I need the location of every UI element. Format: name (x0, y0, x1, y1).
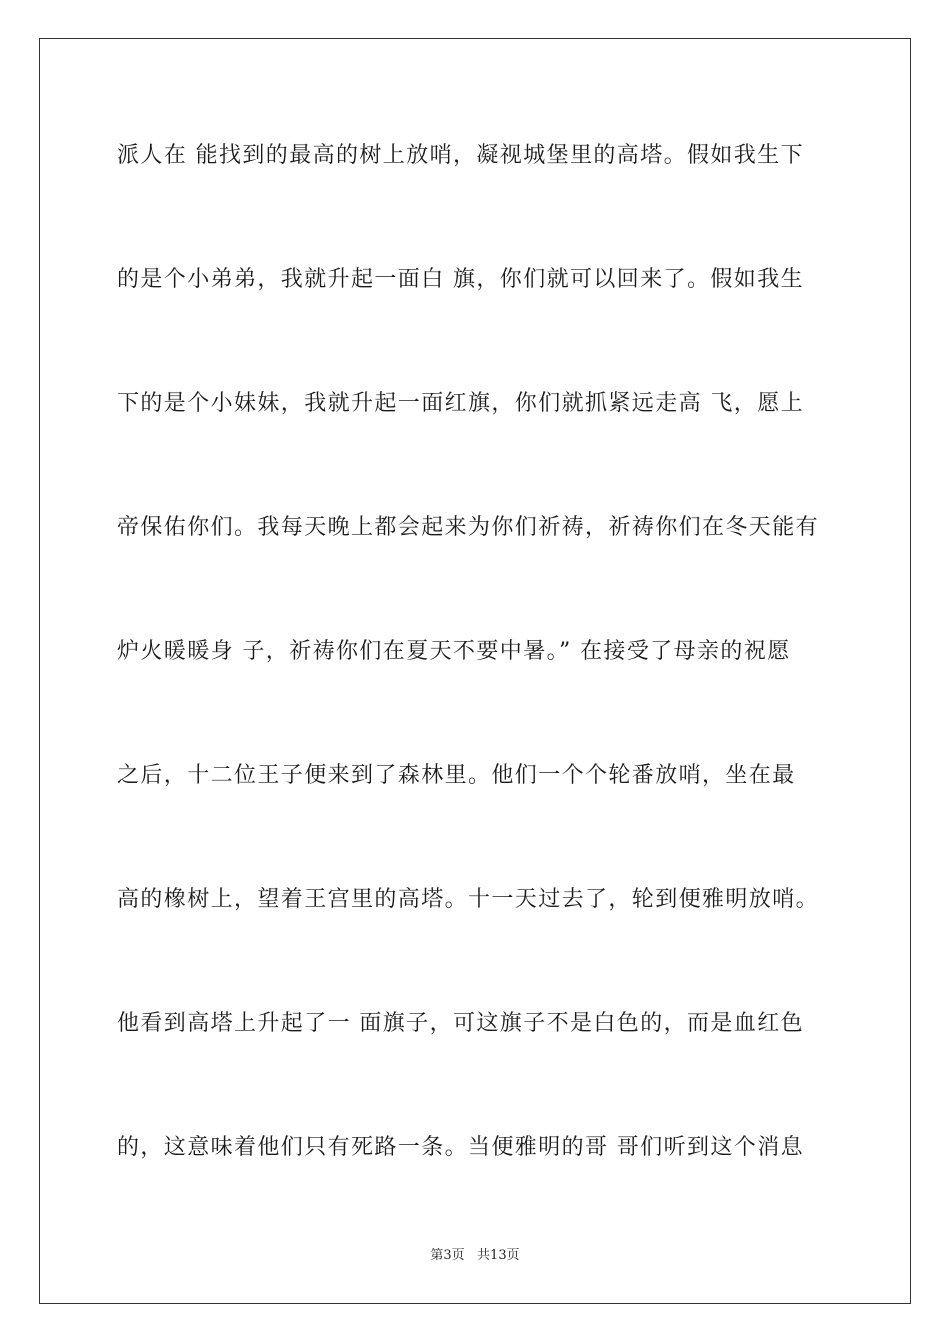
text-line: 高的橡树上，望着王宫里的高塔。十一天过去了，轮到便雅明放哨。 (117, 887, 820, 912)
text-line: 下的是个小妹妹，我就升起一面红旗，你们就抓紧远走高 飞，愿上 (117, 391, 804, 416)
text-line: 帝保佑你们。我每天晚上都会起来为你们祈祷，祈祷你们在冬天能有 (117, 515, 820, 540)
text-line: 的，这意味着他们只有死路一条。当便雅明的哥 哥们听到这个消息 (117, 1135, 804, 1160)
text-line: 的是个小弟弟，我就升起一面白 旗，你们就可以回来了。假如我生 (117, 267, 804, 292)
text-line: 他看到高塔上升起了一 面旗子，可这旗子不是白色的，而是血红色 (117, 1011, 804, 1036)
text-line: 派人在 能找到的最高的树上放哨，凝视城堡里的高塔。假如我生下 (117, 143, 804, 168)
text-line: 炉火暖暖身 子，祈祷你们在夏天不要中暑。” 在接受了母亲的祝愿 (117, 639, 791, 664)
page-number: 第3页 共13页 (430, 1248, 520, 1263)
body-text (117, 130, 837, 1246)
text-line: 之后，十二位王子便来到了森林里。他们一个个轮番放哨，坐在最 (117, 763, 796, 788)
